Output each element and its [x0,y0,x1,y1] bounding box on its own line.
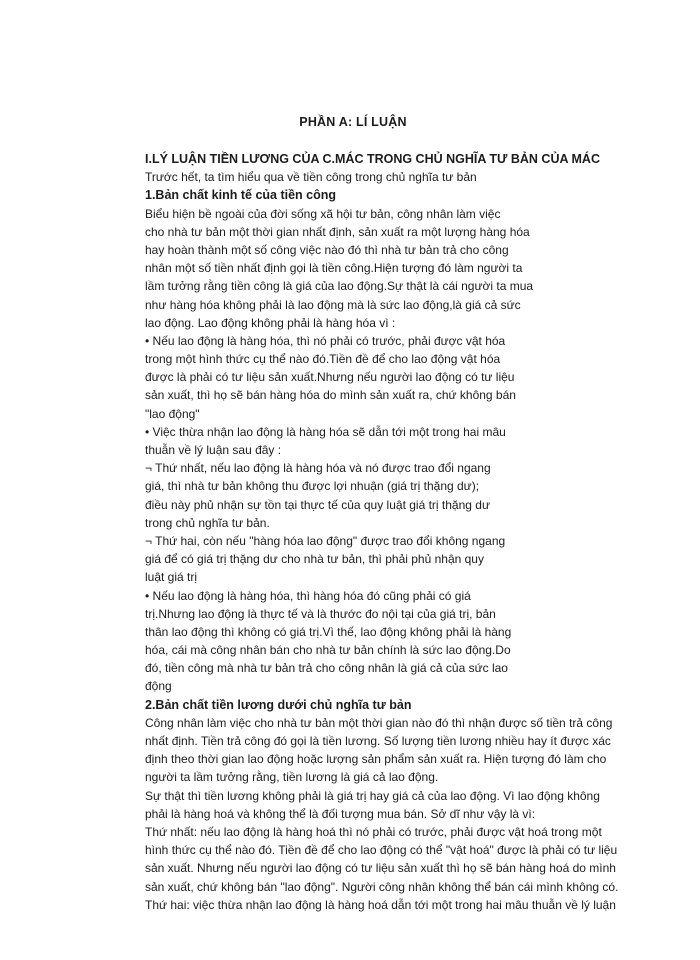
paragraph-line: luật giá trị [145,570,198,585]
section-heading: I.LÝ LUẬN TIỀN LƯƠNG CỦA C.MÁC TRONG CHỦ NGHĨA TƯ BẢN CỦA MÁC [145,152,600,166]
paragraph-line: nhất định. Tiền trả công đó gọi là tiền lương. Số lượng tiền lương nhiều hay ít được xác [145,734,611,748]
paragraph-line: nhân một số tiền nhất định gọi là tiền công.Hiện tượng đó làm người ta [145,261,523,276]
paragraph-line: ¬ Thứ nhất, nếu lao động là hàng hóa và nó được trao đổi ngang [145,461,491,476]
paragraph-line: lầm tưởng rằng tiền công là giá của lao động.Sự thật là cái người ta mua [145,279,534,294]
paragraph-line: trong một hình thức cụ thể nào đó.Tiền đề để cho lao động vật hóa [145,352,501,367]
paragraph-line: • Nếu lao động là hàng hóa, thì hàng hóa đó cũng phải có giá [145,588,471,603]
paragraph-line: đó, tiền công mà nhà tư bản trả cho công nhân là giá cả của sức lao [145,661,508,676]
paragraph-line: hình thức cụ thể nào đó. Tiền đề để cho lao động có thể "vật hoá" được là phải có tư liệu [145,843,618,858]
paragraph-line: điều này phủ nhận sự tồn tại thực tế của quy luật giá trị thặng dư [145,497,490,512]
paragraph-line: giá để có giá trị thặng dư cho nhà tư bản, thì phải phủ nhận quy [145,552,484,567]
paragraph-line: phải là hàng hoá và không thể là đối tượng mua bán. Sở dĩ như vậy là vì: [145,806,536,821]
paragraph-line: sản xuất, chứ không bán "lao động". Người công nhân không thể bán cái mình không có. [145,879,619,894]
section-heading: 1.Bản chất kinh tế của tiền công [145,188,337,203]
paragraph-line: sản xuất, thì họ sẽ bán hàng hóa do mình sản xuất ra, chứ không bán [145,388,516,403]
paragraph-line: hay hoàn thành một số công việc nào đó thì nhà tư bản trả cho công [145,242,509,257]
paragraph-line: ¬ Thứ hai, còn nếu "hàng hóa lao động" được trao đổi không ngang [145,533,506,548]
paragraph-line: thuẫn về lý luận sau đây : [145,443,282,457]
paragraph-line: Biểu hiện bề ngoài của đời sống xã hội tư bản, công nhân làm việc [145,206,501,221]
paragraph-line: được là phải có tư liệu sản xuất.Nhưng nếu người lao động có tư liệu [145,370,515,385]
paragraph-line: trị.Nhưng lao động là thực tế và là thước đo nội tại của giá trị, bản [145,606,496,621]
paragraph-line: thân lao động thì không có giá trị.Vì thế, lao động không phải là hàng [145,624,512,639]
section-heading: 2.Bản chất tiền lương dưới chủ nghĩa tư bản [145,697,412,712]
paragraph-line: sản xuất. Nhưng nếu người lao động có tư liệu sản xuất thì họ sẽ bán hàng hoá do mình [145,861,616,876]
paragraph-line: định theo thời gian lao động hoặc lượng sản phẩm sản xuất ra. Hiện tượng đó làm cho [145,752,607,767]
paragraph-line: "lao động" [145,406,200,421]
paragraph-line: Thứ hai: việc thừa nhận lao động là hàng hoá dẫn tới một trong hai mâu thuẫn về lý luận [145,897,616,912]
page-title: PHẦN A: LÍ LUẬN [299,115,407,129]
paragraph-line: hóa, cái mà công nhân bán cho nhà tư bản chính là sức lao động.Do [145,643,511,658]
paragraph-line: Sự thật thì tiền lương không phải là giá trị hay giá cả của lao động. Vì lao động không [145,788,600,803]
paragraph-line: động [145,679,172,694]
paragraph-line: Công nhân làm việc cho nhà tư bản một thời gian nào đó thì nhận được số tiền trả công [145,715,613,730]
paragraph-line: Thứ nhất: nếu lao động là hàng hoá thì nó phải có trước, phải được vật hoá trong một [145,824,602,839]
paragraph-line: • Nếu lao động là hàng hóa, thì nó phải có trước, phải được vật hóa [145,333,506,348]
paragraph-line: giá, thì nhà tư bản không thu được lợi nhuận (giá trị thặng dư); [145,479,480,494]
document-body [145,150,625,914]
paragraph-line: cho nhà tư bản một thời gian nhất định, sản xuất ra một lượng hàng hóa [145,224,530,239]
paragraph-line: Trước hết, ta tìm hiểu qua về tiền công trong chủ nghĩa tư bản [145,170,477,185]
paragraph-line: lao động. Lao động không phải là hàng hóa vì : [145,315,396,330]
paragraph-line: trong chủ nghĩa tư bản. [145,515,270,530]
paragraph-line: • Việc thừa nhận lao động là hàng hóa sẽ dẫn tới một trong hai mâu [145,424,506,439]
paragraph-line: như hàng hóa không phải là lao động mà là sức lao động,là giá cả sức [145,297,521,312]
paragraph-line: người ta lầm tưởng rằng, tiền lương là giá cả lao động. [145,770,439,785]
